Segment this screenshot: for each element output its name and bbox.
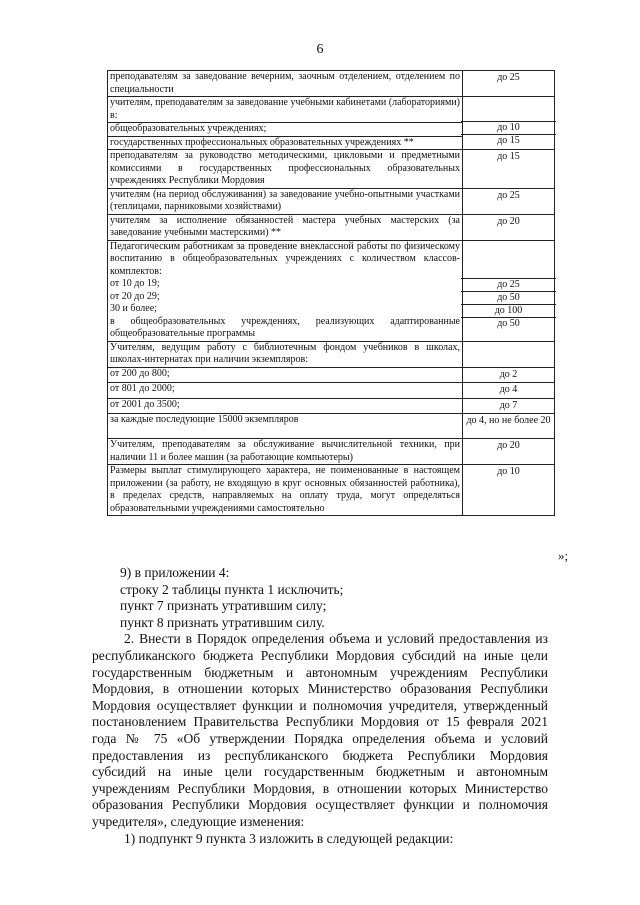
row-value: до 10 [463,465,555,516]
row-value: до 20 [463,439,555,465]
row-value-line: до 15 [461,134,556,147]
table-row [108,341,555,367]
paragraph: 1) подпункт 9 пункта 3 изложить в следующей редакции: [124,830,454,846]
row-description: учителям за исполнение обязанностей мастера учебных мастерских (за заведование учебными мастерскими) ** [108,214,463,240]
row-value: до 20 [463,214,555,240]
paragraph: 9) в приложении 4: [120,565,230,580]
row-description: преподавателям за заведование вечерним, заочным отделением, отделением по специальности [108,71,463,97]
table-row [108,383,555,399]
row-description: преподавателям за руководство методическими, цикловыми и предметными комиссиями в государственных профессиональных образовательных учреждениях Республики Мордовия [108,150,463,189]
paragraph: строку 2 таблицы пункта 1 исключить; [120,581,344,597]
row-description: от 801 до 2000; [108,383,463,399]
row-value: до 7 [463,398,555,414]
row-description: Учителям, преподавателям за обслуживание вычислительной техники, при наличии 11 и более машин (за работающие компьютеры) [108,439,463,465]
row-description-line: от 10 до 19; [110,278,160,289]
row-description-line: в общеобразовательных учреждениях, реализующих адаптированные общеобразовательные программы [110,315,460,339]
table-row [108,465,555,516]
row-description: за каждые последующие 15000 экземпляров [108,414,463,439]
table-row [108,398,555,414]
row-value-line: до 25 [461,278,556,291]
row-description: учителям (на период обслуживания) за заведование учебно-опытными участками (теплицами, парниковыми хозяйствами) [108,188,463,214]
row-description: от 2001 до 3500; [108,398,463,414]
row-value: до 15 [463,150,555,189]
closing-quote: »; [558,548,569,563]
row-description: Размеры выплат стимулирующего характера, не поименованные в настоящем приложении (за работу, не входящую в круг основных обязанностей работника), в пределах средств, направляемых на оплату труда, могут определяться образовательными учреждениями самостоятельно [108,465,463,516]
table-row [108,71,555,97]
row-value-line: до 50 [461,317,556,332]
table-row [108,97,555,150]
row-description [108,240,463,341]
row-description-line: 30 и более; [110,303,157,314]
table-row [108,214,555,240]
document-body [92,565,548,847]
row-value [463,341,555,367]
row-description-line: от 20 до 29; [110,290,160,302]
row-description-line: Педагогическим работникам за проведение внеклассной работы по физическому воспитанию в общеобразовательных учреждениях с количеством классов-комплектов: [110,240,460,277]
row-description-line: учителям, преподавателям за заведование учебными кабинетами (лабораториями) в: [110,97,461,121]
row-value: до 25 [463,188,555,214]
page-number: 6 [316,42,324,57]
table-row [108,414,555,439]
paragraph: пункт 8 признать утратившим силу. [120,614,325,630]
row-description [108,97,463,150]
paragraph: пункт 7 признать утратившим силу; [120,598,327,614]
table-row [108,188,555,214]
row-value: до 4 [463,383,555,399]
table-row [108,367,555,383]
paragraph: 2. Внести в Порядок определения объема и условий предоставления из республиканского бюджета Республики Мордовия субсидий на иные цели государственным бюджетным и автономным учреждениям Республики Мордовия, в отношении которых Министерство образования Республики Мордовия осуществляет функции и полномочия учредителя, утвержденный постановлением Правительства Республики Мордовия от 15 февраля 2021 года № 75 «Об утверждении Порядка определения объема и условий предоставления из республиканского бюджета Республики Мордовия субсидий на иные цели государственным бюджетным и автономным учреждениям Республики Мордовия, в отношении которых Министерство образования Республики Мордовия осуществляет функции и полномочия учредителя», следующие изменения: [92,631,548,829]
row-description: Учителям, ведущим работу с библиотечным фондом учебников в школах, школах-интернатах при наличии экземпляров: [108,341,463,367]
row-description: от 200 до 800; [108,367,463,383]
payments-table [107,70,555,516]
row-description-line: общеобразовательных учреждениях; [108,122,462,136]
row-value-line: до 100 [461,304,556,317]
row-value [463,240,555,341]
row-value [463,97,555,150]
table-row [108,240,555,341]
row-value: до 2 [463,367,555,383]
row-value: до 4, но не более 20 [463,414,555,439]
table-row [108,439,555,465]
table-row [108,150,555,189]
row-value-line: до 10 [461,121,556,134]
row-value: до 25 [463,71,555,97]
row-description-line: государственных профессиональных образовательных учреждениях ** [108,136,462,150]
row-value-line: до 50 [461,291,556,304]
